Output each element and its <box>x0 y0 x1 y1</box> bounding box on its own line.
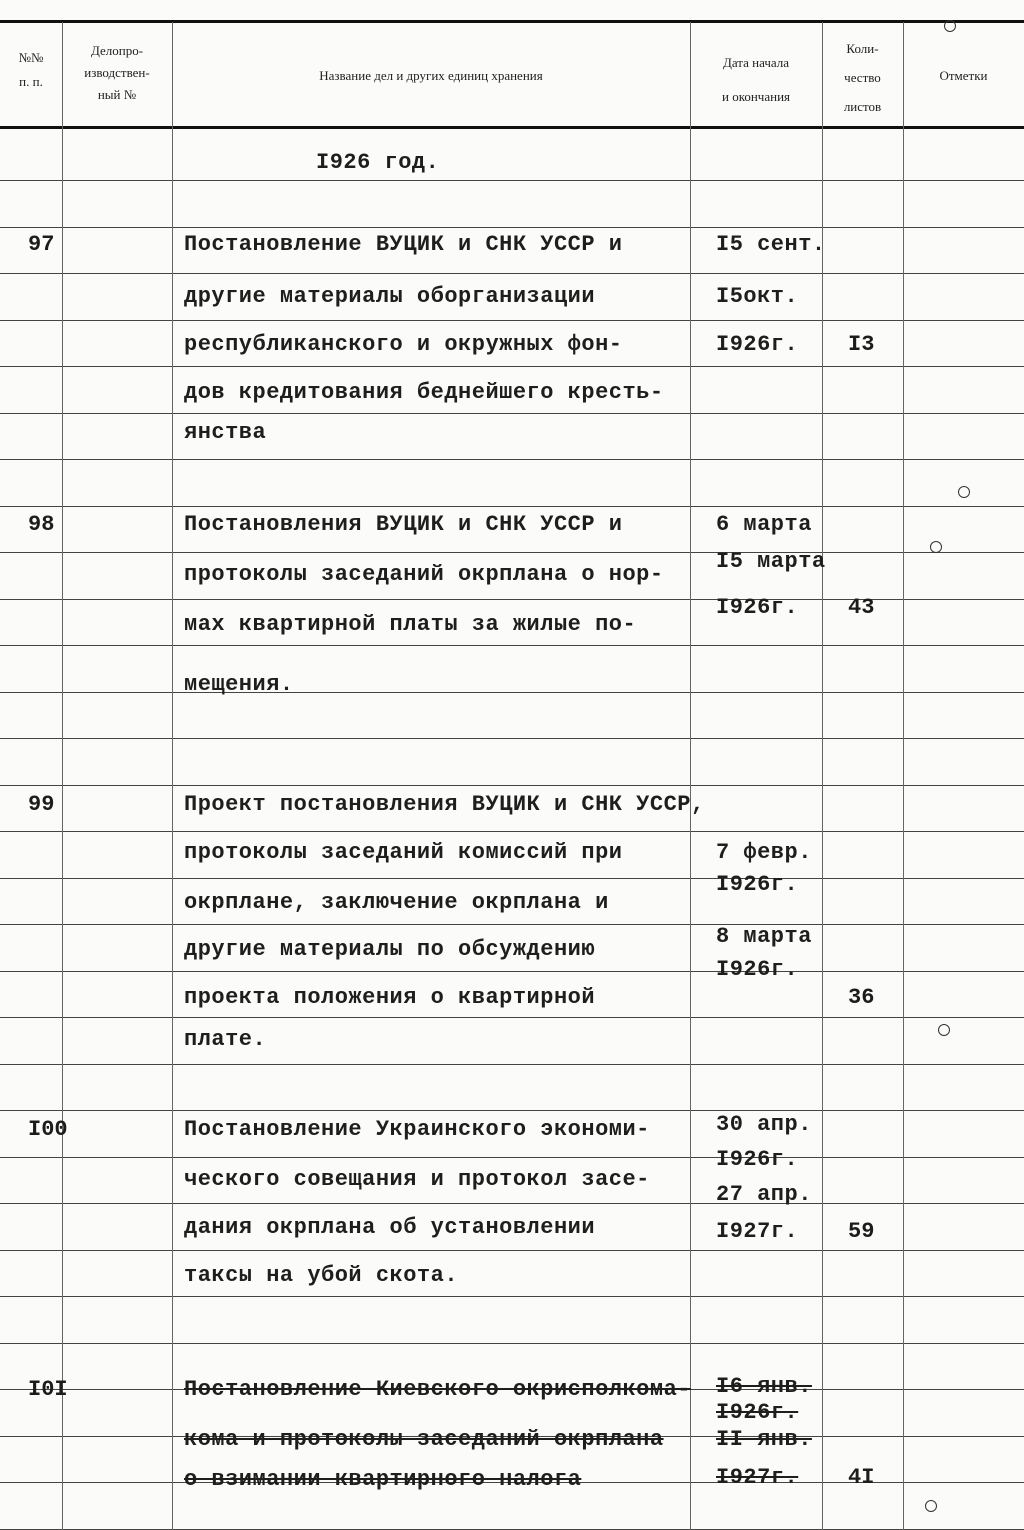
entry-sheet-count: 4I <box>848 1465 875 1490</box>
entry-title-line: Постановление Киевского окрисполкома- <box>184 1377 691 1402</box>
entry-title-line: республиканского и окружных фон- <box>184 332 623 357</box>
entry-title-line: мещения. <box>184 672 294 697</box>
header-text: Отметки <box>939 68 988 83</box>
entry-date: I926г. <box>716 595 799 620</box>
entry-date: I927г. <box>716 1219 799 1244</box>
entry-date: 6 марта <box>716 512 812 537</box>
header-text: листов <box>843 99 882 114</box>
entry-date: I927г. <box>716 1465 799 1490</box>
entry-title-line: протоколы заседаний комиссий при <box>184 840 623 865</box>
entry-title-line: о взимании квартирного налога <box>184 1467 582 1492</box>
ruled-line <box>0 1296 1024 1297</box>
entry-date: 7 февр. <box>716 840 812 865</box>
header-text: №№ <box>18 50 44 65</box>
ruled-line <box>0 878 1024 879</box>
column-divider <box>172 22 173 1530</box>
column-divider <box>690 22 691 1530</box>
punch-hole-mark <box>930 541 942 553</box>
header-number <box>0 46 62 94</box>
ruled-line <box>0 785 1024 786</box>
punch-hole-mark <box>938 1024 950 1036</box>
entry-title-line: янства <box>184 420 267 445</box>
entry-date: I5окт. <box>716 284 799 309</box>
ruled-line <box>0 1110 1024 1111</box>
entry-title-line: Постановление ВУЦИК и СНК УССР и <box>184 232 623 257</box>
header-text: п. п. <box>19 74 43 89</box>
entry-sheet-count: 59 <box>848 1219 875 1244</box>
entry-date: I926г. <box>716 1400 799 1425</box>
column-divider <box>903 22 904 1530</box>
entry-title-line: другие материалы по обсуждению <box>184 937 596 962</box>
entry-date: 27 апр. <box>716 1182 812 1207</box>
header-title <box>172 64 690 88</box>
table-top-border <box>0 20 1024 23</box>
ruled-line <box>0 924 1024 925</box>
ruled-line <box>0 366 1024 367</box>
entry-title-line: Постановления ВУЦИК и СНК УССР и <box>184 512 623 537</box>
ruled-line <box>0 1157 1024 1158</box>
punch-hole-mark <box>944 20 956 32</box>
punch-hole-mark <box>958 486 970 498</box>
ruled-line <box>0 738 1024 739</box>
ruled-line <box>0 971 1024 972</box>
entry-number: I0I <box>28 1377 68 1402</box>
ruled-line <box>0 273 1024 274</box>
header-text: Название дел и других единиц хранения <box>319 68 543 83</box>
header-text: ный № <box>97 87 137 102</box>
entry-number: 99 <box>28 792 55 817</box>
header-text: чество <box>844 70 881 85</box>
ruled-line <box>0 506 1024 507</box>
entry-title-line: плате. <box>184 1027 267 1052</box>
entry-sheet-count: 36 <box>848 985 875 1010</box>
entry-date: I926г. <box>716 1147 799 1172</box>
header-sheets <box>822 34 903 121</box>
entry-title-line: таксы на убой скота. <box>184 1263 459 1288</box>
entry-date: 30 апр. <box>716 1112 812 1137</box>
entry-sheet-count: I3 <box>848 332 875 357</box>
entry-number: 98 <box>28 512 55 537</box>
ruled-line <box>0 1064 1024 1065</box>
ruled-line <box>0 1250 1024 1251</box>
entry-title-line: Проект постановления ВУЦИК и СНК УССР, <box>184 792 705 817</box>
entry-title-line: дания окрплана об установлении <box>184 1215 596 1240</box>
header-text: и окончания <box>721 89 791 104</box>
header-bottom-border <box>0 126 1024 129</box>
year-heading: I926 год. <box>316 150 440 175</box>
entry-title-line: кома и протоколы заседаний окрплана <box>184 1427 664 1452</box>
header-text: изводствен- <box>84 65 150 80</box>
entry-date: I5 марта <box>716 549 826 574</box>
entry-sheet-count: 43 <box>848 595 875 620</box>
ruled-line <box>0 459 1024 460</box>
entry-title-line: мах квартирной платы за жилые по- <box>184 612 637 637</box>
ruled-line <box>0 180 1024 181</box>
punch-hole-mark <box>925 1500 937 1512</box>
ruled-line <box>0 1343 1024 1344</box>
ruled-line <box>0 692 1024 693</box>
ruled-line <box>0 227 1024 228</box>
entry-number: 97 <box>28 232 55 257</box>
entry-title-line: окрплане, заключение окрплана и <box>184 890 609 915</box>
ruled-line <box>0 320 1024 321</box>
entry-title-line: дов кредитования беднейшего кресть- <box>184 380 664 405</box>
header-office-number <box>62 40 172 106</box>
entry-date: 8 марта <box>716 924 812 949</box>
header-text: Коли- <box>846 41 879 56</box>
ruled-line <box>0 645 1024 646</box>
entry-date: I6 янв. <box>716 1374 812 1399</box>
column-divider <box>62 22 63 1530</box>
ruled-line <box>0 413 1024 414</box>
header-notes <box>903 64 1024 88</box>
entry-title-line: ческого совещания и протокол засе- <box>184 1167 650 1192</box>
ruled-line <box>0 1017 1024 1018</box>
entry-title-line: протоколы заседаний окрплана о нор- <box>184 562 664 587</box>
header-text: Дата начала <box>722 55 790 70</box>
ruled-line <box>0 831 1024 832</box>
header-dates <box>690 46 822 114</box>
header-text: Делопро- <box>90 43 144 58</box>
entry-date: I5 сент. <box>716 232 826 257</box>
entry-title-line: Постановление Украинского экономи- <box>184 1117 650 1142</box>
ruled-line <box>0 1203 1024 1204</box>
entry-date: I926г. <box>716 872 799 897</box>
entry-date: I926г. <box>716 957 799 982</box>
entry-number: I00 <box>28 1117 68 1142</box>
entry-title-line: проекта положения о квартирной <box>184 985 596 1010</box>
entry-date: I926г. <box>716 332 799 357</box>
entry-date: II янв. <box>716 1427 812 1452</box>
entry-title-line: другие материалы оборганизации <box>184 284 596 309</box>
ruled-line <box>0 552 1024 553</box>
